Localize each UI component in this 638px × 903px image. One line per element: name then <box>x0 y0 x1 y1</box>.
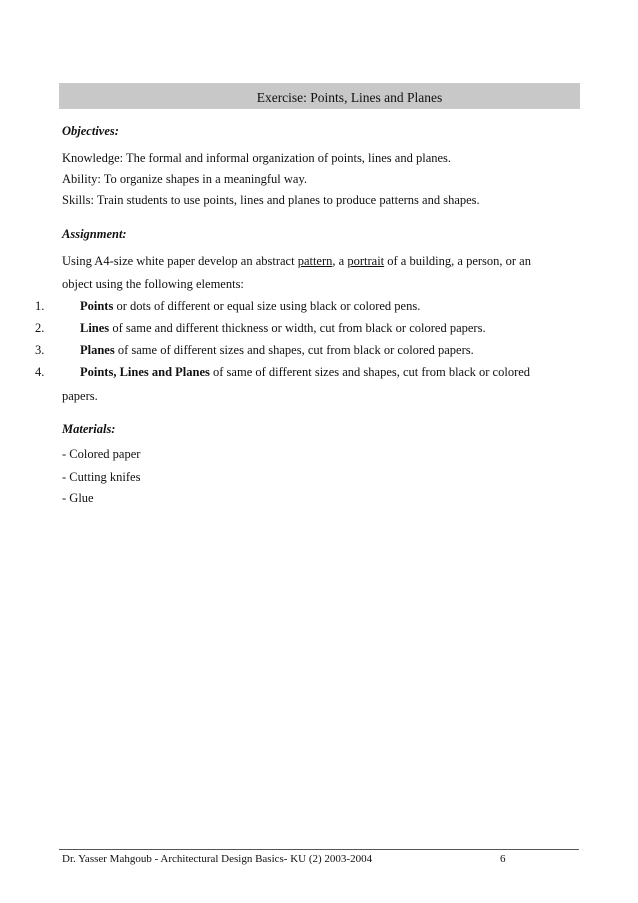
intro-text-a: Using A4-size white paper develop an abstract <box>62 254 298 268</box>
list-item-text <box>80 299 420 314</box>
list-item-continuation: papers. <box>62 389 98 403</box>
list-item-text <box>80 365 530 380</box>
title-band <box>59 83 580 109</box>
pattern-link-text: pattern <box>297 254 333 268</box>
list-number: 2. <box>35 321 45 335</box>
item-bold-term: Points, Lines and Planes <box>80 365 210 379</box>
item-description: of same of different sizes and shapes, cut from black or colored <box>209 365 531 379</box>
objectives-heading: Objectives: <box>62 124 119 138</box>
portrait-link-text: portrait <box>347 254 385 268</box>
item-description: of same of different sizes and shapes, cut from black or colored papers. <box>114 343 474 357</box>
assignment-intro-line-1 <box>62 254 531 269</box>
intro-text-c: of a building, a person, or an <box>384 254 531 268</box>
exercise-title: Exercise: Points, Lines and Planes <box>256 90 443 105</box>
objective-ability: Ability: To organize shapes in a meaningful way. <box>62 172 308 186</box>
footer-divider <box>59 849 579 850</box>
item-description: of same and different thickness or width, cut from black or colored papers. <box>109 321 486 335</box>
item-bold-term: Points <box>80 299 114 313</box>
list-number: 3. <box>35 343 45 357</box>
intro-text-b: , a <box>332 254 348 268</box>
material-item: - Cutting knifes <box>62 470 141 484</box>
assignment-heading: Assignment: <box>62 227 127 241</box>
materials-heading: Materials: <box>62 422 116 436</box>
objective-knowledge: Knowledge: The formal and informal organization of points, lines and planes. <box>62 151 452 165</box>
item-bold-term: Lines <box>80 321 110 335</box>
list-number: 1. <box>35 299 45 313</box>
list-number: 4. <box>35 365 45 379</box>
assignment-intro-line-2: object using the following elements: <box>62 277 244 291</box>
list-item-text <box>80 321 486 336</box>
material-item: - Glue <box>62 491 94 505</box>
item-description: or dots of different or equal size using black or colored pens. <box>113 299 421 313</box>
material-item: - Colored paper <box>62 447 141 461</box>
objective-skills: Skills: Train students to use points, lines and planes to produce patterns and shapes. <box>62 193 480 207</box>
page-number: 6 <box>500 853 506 865</box>
item-bold-term: Planes <box>80 343 115 357</box>
list-item-text <box>80 343 474 358</box>
footer-text: Dr. Yasser Mahgoub - Architectural Design Basics- KU (2) 2003-2004 <box>62 853 373 865</box>
